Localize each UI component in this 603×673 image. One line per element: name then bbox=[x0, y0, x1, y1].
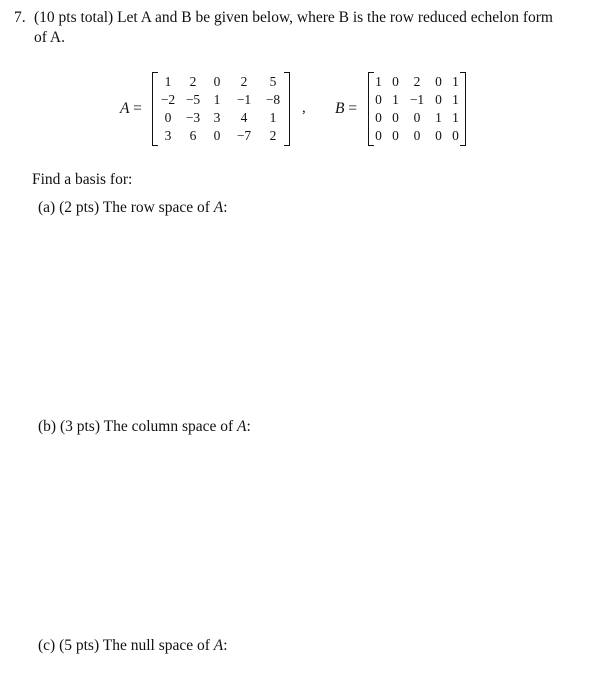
matrix-a-cell: −7 bbox=[236, 128, 252, 143]
matrix-separator: , bbox=[302, 100, 306, 116]
matrix-b-cell: −1 bbox=[409, 92, 425, 107]
matrix-a-cell: 0 bbox=[213, 128, 221, 143]
matrix-b-row bbox=[370, 109, 464, 127]
matrix-a-cell: 2 bbox=[240, 74, 248, 89]
matrix-equation-row bbox=[0, 72, 603, 148]
matrix-a-cell: 2 bbox=[189, 74, 197, 89]
instructions: Find a basis for: bbox=[32, 171, 133, 188]
matrix-a-label: A = bbox=[120, 100, 142, 117]
matrix-a-cell: 3 bbox=[164, 128, 172, 143]
matrix-a-row bbox=[155, 109, 287, 127]
matrix-a-row bbox=[155, 73, 287, 91]
matrix-a-cell: −1 bbox=[236, 92, 252, 107]
matrix-a-cell: −3 bbox=[185, 110, 201, 125]
matrix-b-cell: 0 bbox=[435, 128, 442, 143]
problem-text-line-1: (10 pts total) Let A and B be given below, where B is the row reduced echelon form bbox=[34, 9, 553, 26]
problem-text-line-2: of A. bbox=[34, 29, 65, 46]
matrix-b-cell: 1 bbox=[452, 74, 459, 89]
matrix-b-cell: 0 bbox=[375, 110, 382, 125]
matrix-b bbox=[368, 72, 466, 146]
matrix-b-cell: 0 bbox=[413, 110, 421, 125]
matrix-b-cell: 0 bbox=[392, 128, 399, 143]
matrix-b-row bbox=[370, 91, 464, 109]
matrix-a-row bbox=[155, 127, 287, 145]
part-b-prompt: (b) (3 pts) The column space of A: bbox=[38, 418, 251, 435]
matrix-a-cell: 5 bbox=[269, 74, 277, 89]
matrix-a-cell: 4 bbox=[240, 110, 248, 125]
matrix-b-cell: 1 bbox=[375, 74, 382, 89]
matrix-b-cell: 1 bbox=[452, 92, 459, 107]
matrix-a-cell: 0 bbox=[213, 74, 221, 89]
matrix-b-cell: 1 bbox=[452, 110, 459, 125]
matrix-b-cell: 0 bbox=[435, 92, 442, 107]
matrix-a-cell: −5 bbox=[185, 92, 201, 107]
matrix-b-cell: 0 bbox=[375, 92, 382, 107]
matrix-b-row bbox=[370, 127, 464, 145]
matrix-a-cell: −2 bbox=[160, 92, 176, 107]
matrix-b-cell: 1 bbox=[392, 92, 399, 107]
matrix-a-cell: 1 bbox=[213, 92, 221, 107]
matrix-b-row bbox=[370, 73, 464, 91]
problem-statement bbox=[14, 8, 589, 48]
matrix-a-row bbox=[155, 91, 287, 109]
matrix-a-cell: −8 bbox=[265, 92, 281, 107]
matrix-a-cell: 1 bbox=[164, 74, 172, 89]
matrix-a-cell: 2 bbox=[269, 128, 277, 143]
matrix-b-label: B = bbox=[335, 100, 358, 117]
matrix-b-cell: 1 bbox=[435, 110, 442, 125]
matrix-a-cell: 0 bbox=[164, 110, 172, 125]
matrix-b-cell: 2 bbox=[413, 74, 421, 89]
matrix-b-cell: 0 bbox=[392, 110, 399, 125]
matrix-b-cell: 0 bbox=[452, 128, 459, 143]
matrix-a-cell: 6 bbox=[189, 128, 197, 143]
part-a-prompt: (a) (2 pts) The row space of A: bbox=[38, 199, 228, 216]
matrix-a-cell: 3 bbox=[213, 110, 221, 125]
matrix-a bbox=[152, 72, 290, 146]
matrix-b-cell: 0 bbox=[413, 128, 421, 143]
problem-number: 7. bbox=[14, 9, 26, 26]
matrix-b-cell: 0 bbox=[375, 128, 382, 143]
matrix-a-cell: 1 bbox=[269, 110, 277, 125]
matrix-b-cell: 0 bbox=[392, 74, 399, 89]
part-c-prompt: (c) (5 pts) The null space of A: bbox=[38, 637, 228, 654]
matrix-b-cell: 0 bbox=[435, 74, 442, 89]
